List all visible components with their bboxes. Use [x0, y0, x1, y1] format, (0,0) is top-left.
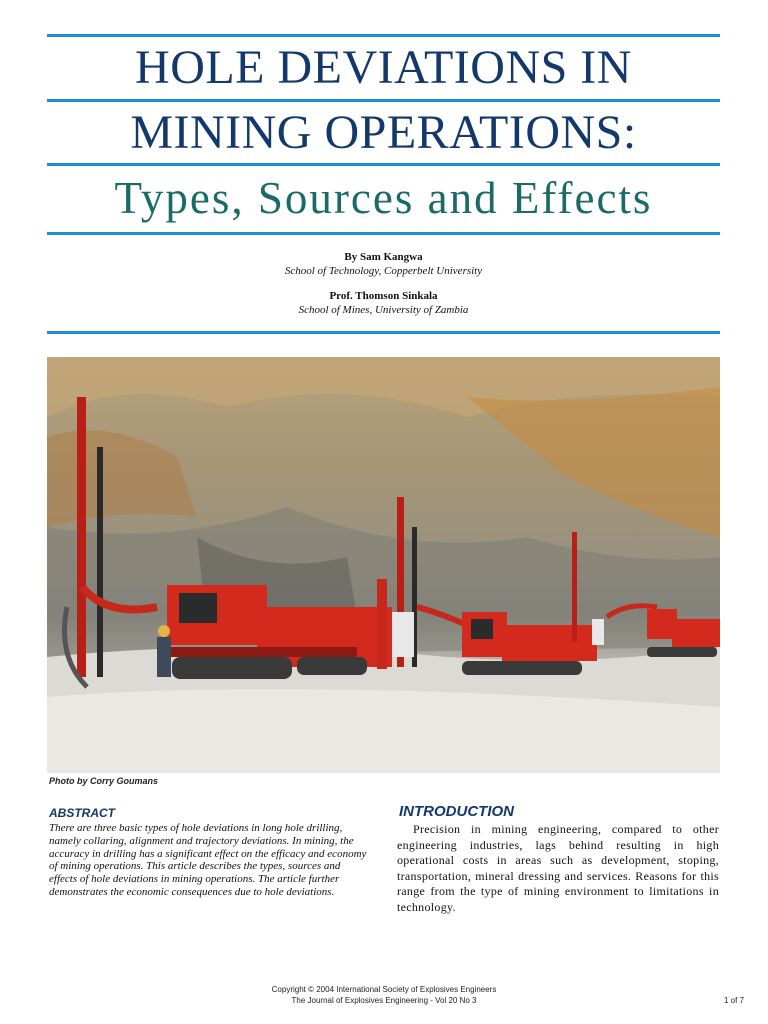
- subtitle-rule: [47, 232, 720, 235]
- photo-credit: Photo by Corry Goumans: [49, 776, 159, 786]
- author-1: [47, 250, 720, 278]
- title-rule-1: [47, 99, 720, 102]
- author-1-affiliation: School of Technology, Copperbelt University: [284, 265, 483, 277]
- author-2-name: Prof. Thomson Sinkala: [329, 290, 438, 302]
- footer-copyright: Copyright © 2004 International Society of Explosives Engineers: [271, 985, 497, 994]
- subtitle: Types, Sources and Effects: [114, 173, 653, 223]
- abstract-text: There are three basic types of hole deviations in long hole drilling, namely collaring, alignment and trajectory deviations. In mining, the accuracy in drilling has a significant effect on the efficacy and economy of mining operations. This article describes the types, sources and effects of hole deviations in mining operations. The article further demonstrates the economic consequences due to hole deviations.: [49, 822, 367, 898]
- drill-rigs-photo: [47, 357, 720, 773]
- author-1-name: By Sam Kangwa: [344, 251, 423, 263]
- author-2: [47, 289, 720, 317]
- top-rule: [47, 34, 720, 37]
- title-line-1: HOLE DEVIATIONS IN: [135, 41, 632, 94]
- title-rule-2: [47, 163, 720, 166]
- page-number: 1 of 7: [724, 996, 745, 1005]
- title-line-2: MINING OPERATIONS:: [130, 106, 637, 159]
- introduction-heading: INTRODUCTION: [399, 803, 514, 820]
- photo-illustration: [47, 357, 720, 773]
- author-rule: [47, 331, 720, 334]
- author-2-affiliation: School of Mines, University of Zambia: [298, 304, 469, 316]
- footer-journal: The Journal of Explosives Engineering - Vol 20 No 3: [291, 996, 477, 1005]
- abstract-heading: ABSTRACT: [49, 806, 115, 820]
- introduction-text: Precision in mining engineering, compared to other engineering industries, lags behind resulting in high operational costs in areas such as development, stoping, transportation, mineral dressing and services. Reasons for this range from the type of mining environment to limitations in technology.: [397, 822, 719, 914]
